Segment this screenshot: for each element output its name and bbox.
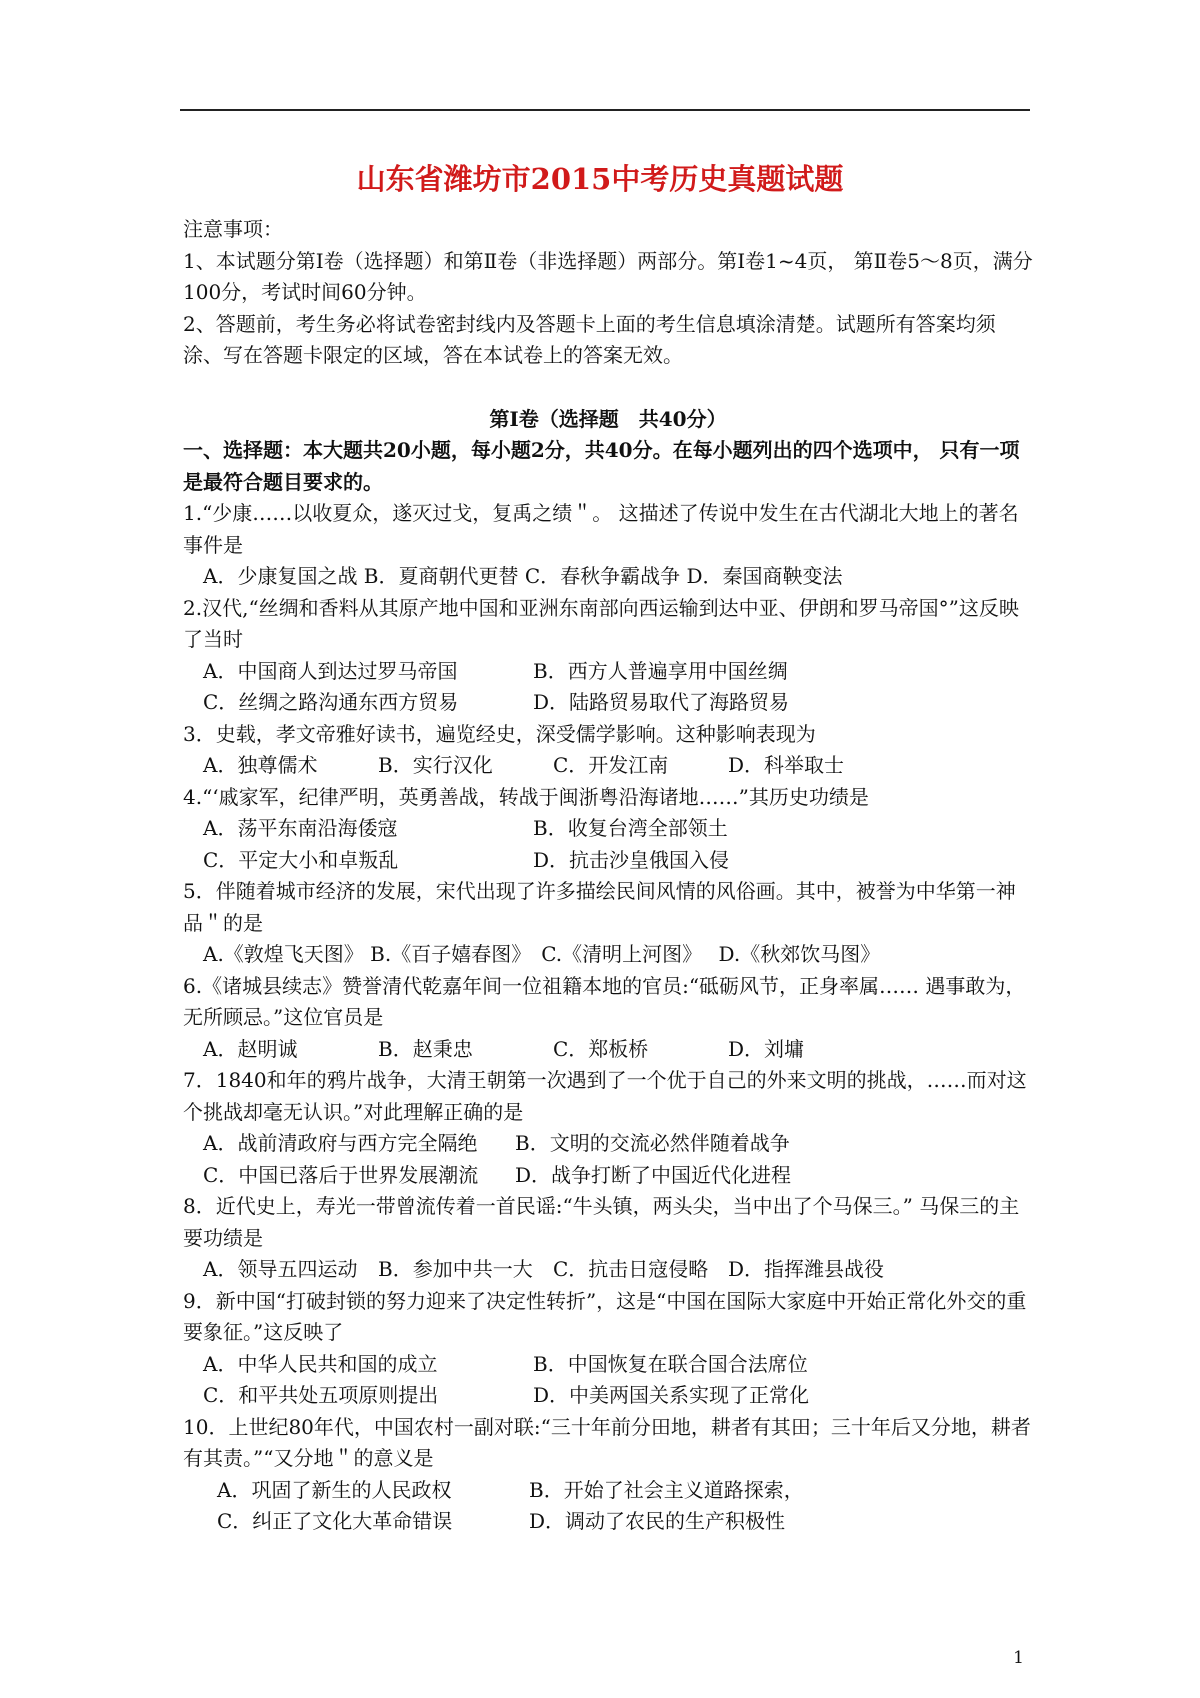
question-stem: 3．史载，孝文帝雅好读书，遍览经史，深受儒学影响。这种影响表现为 — [183, 721, 816, 746]
header-rule — [180, 109, 1030, 111]
option: B．开始了社会主义道路探索， — [529, 1477, 804, 1502]
question-stem: 1.“少康……以收夏众，遂灭过戈，复禹之绩＂。 这描述了传说中发生在古代湖北大地上的著名事件是 — [183, 501, 1019, 557]
option: B．文明的交流必然伴随着战争 — [515, 1131, 790, 1155]
option: A．荡平东南沿海倭寇 — [203, 816, 398, 840]
question-stem: 8．近代史上，寿光一带曾流传着一首民谣:“牛头镇，两头尖，当中出了个马保三。” 马保三的主要功绩是 — [183, 1194, 1020, 1250]
question-options — [183, 1380, 1033, 1412]
option: C．郑板桥 — [553, 1036, 649, 1061]
option: A．赵明诚 — [203, 1036, 298, 1061]
option: C．和平共处五项原则提出 — [203, 1383, 439, 1407]
question-stem: 10．上世纪80年代，中国农村一副对联:“三十年前分田地，耕者有其田；三十年后又分地，耕者有其责。”“又分地＂的意义是 — [183, 1414, 1031, 1470]
question-options — [183, 845, 1033, 877]
option: C．开发江南 — [553, 753, 669, 777]
question-options — [183, 1034, 1033, 1066]
option: A．中华人民共和国的成立 — [203, 1351, 438, 1376]
question-options — [183, 750, 1033, 782]
option: B．参加中共一大 — [378, 1257, 533, 1281]
question-options — [183, 656, 1033, 688]
page-title: 山东省潍坊市2015中考历史真题试题 — [356, 162, 844, 196]
question-stem: 6.《诸城县续志》赞誉清代乾嘉年间一位祖籍本地的官员:“砥砺风节，正身率属…… 遇事敢为，无所顾忌。”这位官员是 — [183, 973, 1026, 1029]
option: A．领导五四运动 — [203, 1257, 358, 1281]
question-options — [183, 687, 1033, 719]
question-options — [183, 1160, 1033, 1192]
option: D．指挥潍县战役 — [728, 1257, 885, 1281]
option: B．中国恢复在联合国合法席位 — [533, 1351, 808, 1376]
question-options — [183, 1254, 1033, 1286]
option: B．赵秉忠 — [378, 1036, 473, 1061]
question-stem: 5．伴随着城市经济的发展，宋代出现了许多描绘民间风情的风俗画。其中，被誉为中华第一神品＂的是 — [183, 879, 1016, 935]
question-stem: 9．新中国“打破封锁的努力迎来了决定性转折”，这是“中国在国际大家庭中开始正常化外交的重要象征。”这反映了 — [183, 1288, 1027, 1344]
document-body — [183, 214, 1033, 1538]
question-options — [183, 1349, 1033, 1381]
question-options — [183, 939, 1033, 971]
option: D．调动了农民的生产积极性 — [529, 1509, 786, 1533]
question-options — [183, 1475, 1033, 1507]
option: A．巩固了新生的人民政权 — [217, 1477, 452, 1502]
option-line: A．少康复国之战 B．夏商朝代更替 C．春秋争霸战争 D．秦国商鞅变法 — [203, 564, 843, 588]
option: A．战前清政府与西方完全隔绝 — [203, 1131, 478, 1155]
option: A．中国商人到达过罗马帝国 — [203, 658, 458, 683]
option: D．战争打断了中国近代化进程 — [515, 1162, 792, 1187]
option: C．平定大小和卓叛乱 — [203, 847, 399, 872]
section-title: 第Ⅰ卷（选择题 共40分） — [489, 406, 727, 431]
option: D．中美两国关系实现了正常化 — [533, 1383, 810, 1407]
question-options — [183, 813, 1033, 845]
question-stem: 2.汉代,“丝绸和香料从其原产地中国和亚洲东南部向西运输到达中亚、伊朗和罗马帝国°”这反映了当时 — [183, 595, 1019, 651]
question-options — [183, 1506, 1033, 1538]
option: C．抗击日寇侵略 — [553, 1257, 709, 1281]
section-instruction: 一、选择题：本大题共20小题，每小题2分，共40分。在每小题列出的四个选项中， 只有一项是最符合题目要求的。 — [183, 438, 1020, 494]
page-number: 1 — [1013, 1648, 1024, 1668]
option-line: A.《敦煌飞天图》 B.《百子嬉春图》 C.《清明上河图》 D.《秋郊饮马图》 — [203, 942, 881, 966]
question-stem: 4.“‘戚家军，纪律严明，英勇善战，转战于闽浙粤沿海诸地……”其历史功绩是 — [183, 784, 869, 809]
option: B．西方人普遍享用中国丝绸 — [533, 658, 788, 683]
option: D．刘墉 — [728, 1036, 805, 1061]
option: C．中国已落后于世界发展潮流 — [203, 1162, 479, 1187]
option: B．收复台湾全部领土 — [533, 816, 728, 840]
question-stem: 7．1840和年的鸦片战争，大清王朝第一次遇到了一个优于自己的外来文明的挑战，……而对这个挑战却毫无认识。”对此理解正确的是 — [183, 1068, 1027, 1124]
option: C．丝绸之路沟通东西方贸易 — [203, 690, 459, 714]
question-options — [183, 561, 1033, 593]
notice-item: 1、本试题分第Ⅰ卷（选择题）和第Ⅱ卷（非选择题）两部分。第Ⅰ卷1~4页， 第Ⅱ卷5～8页，满分100分，考试时间60分钟。 — [183, 248, 1033, 304]
question-options — [183, 1128, 1033, 1160]
option: B．实行汉化 — [378, 753, 493, 777]
option: D．陆路贸易取代了海路贸易 — [533, 690, 790, 714]
option: D．科举取士 — [728, 753, 845, 777]
notice-heading: 注意事项： — [183, 217, 283, 241]
notice-item: 2、答题前，考生务必将试卷密封线内及答题卡上面的考生信息填涂清楚。试题所有答案均须涂、写在答题卡限定的区域，答在本试卷上的答案无效。 — [183, 311, 996, 367]
option: D．抗击沙皇俄国入侵 — [533, 847, 730, 872]
option: A．独尊儒术 — [203, 753, 318, 777]
option: C．纠正了文化大革命错误 — [217, 1509, 453, 1533]
